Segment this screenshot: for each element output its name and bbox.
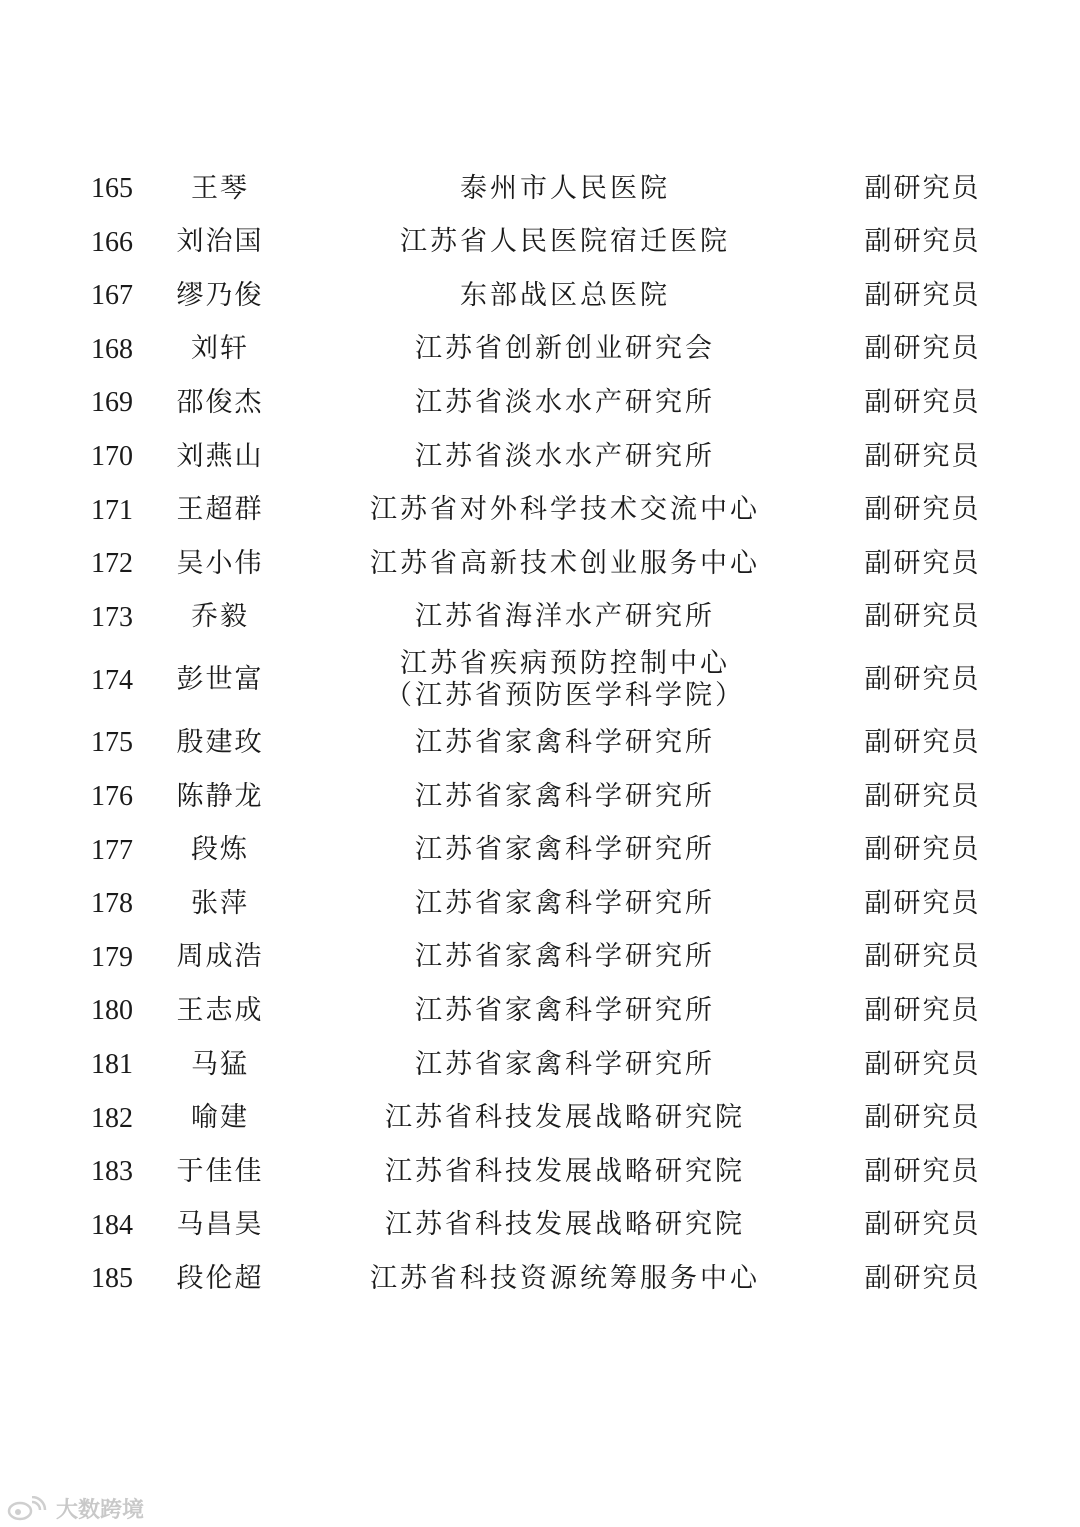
- row-number: 172: [91, 548, 133, 580]
- organization-line: 江苏省科技发展战略研究院: [385, 1209, 745, 1241]
- person-name: 周成浩: [176, 941, 264, 973]
- job-title: 副研究员: [864, 333, 981, 365]
- job-title: 副研究员: [864, 172, 981, 204]
- organization-line: 江苏省淡水水产研究所: [415, 386, 715, 418]
- person-name: 王超群: [176, 494, 264, 526]
- watermark-text: 大数跨境: [56, 1498, 145, 1523]
- job-title: 副研究员: [864, 1155, 981, 1187]
- organization: [335, 537, 795, 591]
- organization: [335, 376, 795, 430]
- person-name: 乔毅: [191, 601, 249, 633]
- row-number: 171: [91, 494, 133, 526]
- job-title: 副研究员: [864, 780, 981, 812]
- row-number: 182: [91, 1102, 133, 1134]
- job-title: 副研究员: [864, 440, 981, 472]
- job-title: 副研究员: [864, 726, 981, 758]
- table-row: [0, 376, 1080, 430]
- organization: [335, 1252, 795, 1306]
- person-name: 陈静龙: [176, 780, 264, 812]
- row-number: 176: [91, 780, 133, 812]
- organization: [335, 1199, 795, 1253]
- organization-line: 江苏省家禽科学研究所: [415, 1048, 715, 1080]
- organization: [335, 269, 795, 323]
- organization-line: 江苏省创新创业研究会: [415, 333, 715, 365]
- row-number: 184: [91, 1209, 133, 1241]
- person-name: 段伦超: [176, 1262, 264, 1294]
- person-name: 吴小伟: [176, 547, 264, 579]
- person-name: 马昌昊: [176, 1209, 264, 1241]
- person-name: 邵俊杰: [176, 386, 264, 418]
- table-row: [0, 1252, 1080, 1306]
- job-title: 副研究员: [864, 664, 981, 696]
- organization-line: 江苏省家禽科学研究所: [415, 834, 715, 866]
- job-title: 副研究员: [864, 1262, 981, 1294]
- table-row: [0, 716, 1080, 770]
- organization-line: 江苏省家禽科学研究所: [415, 941, 715, 973]
- person-name: 王志成: [176, 994, 264, 1026]
- organization-line: 江苏省科技发展战略研究院: [385, 1155, 745, 1187]
- organization-line: 江苏省科技发展战略研究院: [385, 1102, 745, 1134]
- table-row: [0, 1199, 1080, 1253]
- organization: [335, 1038, 795, 1092]
- row-number: 178: [91, 888, 133, 920]
- job-title: 副研究员: [864, 994, 981, 1026]
- row-number: 180: [91, 995, 133, 1027]
- person-name: 刘治国: [176, 226, 264, 258]
- row-number: 174: [91, 664, 133, 696]
- person-name: 彭世富: [176, 664, 264, 696]
- person-name: 张萍: [191, 887, 249, 919]
- organization-line: 江苏省家禽科学研究所: [415, 994, 715, 1026]
- table-row: [0, 984, 1080, 1038]
- organization: [335, 716, 795, 770]
- organization: [335, 1092, 795, 1146]
- table-row: [0, 537, 1080, 591]
- job-title: 副研究员: [864, 834, 981, 866]
- table-row: [0, 1092, 1080, 1146]
- row-number: 183: [91, 1156, 133, 1188]
- table-row: [0, 269, 1080, 323]
- organization-line: （江苏省预防医学科学院）: [385, 680, 745, 712]
- row-number: 177: [91, 834, 133, 866]
- personnel-list: [0, 162, 1080, 1306]
- row-number: 168: [91, 333, 133, 365]
- person-name: 喻建: [191, 1102, 249, 1134]
- job-title: 副研究员: [864, 887, 981, 919]
- row-number: 169: [91, 387, 133, 419]
- organization: [335, 770, 795, 824]
- row-number: 167: [91, 280, 133, 312]
- table-row: [0, 770, 1080, 824]
- table-row: [0, 931, 1080, 985]
- organization-line: 江苏省家禽科学研究所: [415, 887, 715, 919]
- organization-line: 江苏省科技资源统筹服务中心: [370, 1262, 760, 1294]
- table-row: [0, 591, 1080, 645]
- organization: [335, 216, 795, 270]
- job-title: 副研究员: [864, 226, 981, 258]
- organization: [335, 984, 795, 1038]
- job-title: 副研究员: [864, 494, 981, 526]
- organization: [335, 591, 795, 645]
- table-row: [0, 877, 1080, 931]
- organization-line: 江苏省海洋水产研究所: [415, 601, 715, 633]
- person-name: 段炼: [191, 834, 249, 866]
- job-title: 副研究员: [864, 547, 981, 579]
- organization-line: 东部战区总医院: [460, 279, 670, 311]
- job-title: 副研究员: [864, 1209, 981, 1241]
- organization-line: 泰州市人民医院: [460, 172, 670, 204]
- organization: [335, 323, 795, 377]
- person-name: 于佳佳: [176, 1155, 264, 1187]
- organization-line: 江苏省人民医院宿迁医院: [400, 226, 730, 258]
- organization: [335, 430, 795, 484]
- organization: [335, 931, 795, 985]
- job-title: 副研究员: [864, 279, 981, 311]
- row-number: 166: [91, 226, 133, 258]
- organization-line: 江苏省对外科学技术交流中心: [370, 494, 760, 526]
- row-number: 173: [91, 601, 133, 633]
- table-row: [0, 323, 1080, 377]
- job-title: 副研究员: [864, 1102, 981, 1134]
- organization: [335, 877, 795, 931]
- organization: [335, 484, 795, 538]
- organization: [335, 162, 795, 216]
- row-number: 170: [91, 440, 133, 472]
- person-name: 马猛: [191, 1048, 249, 1080]
- organization-line: 江苏省疾病预防控制中心: [400, 647, 730, 679]
- organization-line: 江苏省家禽科学研究所: [415, 780, 715, 812]
- watermark: [6, 1493, 144, 1524]
- organization: [335, 824, 795, 878]
- organization-line: 江苏省淡水水产研究所: [415, 440, 715, 472]
- table-row: [0, 644, 1080, 716]
- table-row: [0, 1145, 1080, 1199]
- job-title: 副研究员: [864, 941, 981, 973]
- row-number: 175: [91, 727, 133, 759]
- organization: [335, 644, 795, 716]
- row-number: 185: [91, 1263, 133, 1295]
- table-row: [0, 1038, 1080, 1092]
- person-name: 王琴: [191, 172, 249, 204]
- table-row: [0, 162, 1080, 216]
- person-name: 刘燕山: [176, 440, 264, 472]
- row-number: 165: [91, 173, 133, 204]
- row-number: 181: [91, 1048, 133, 1080]
- table-row: [0, 430, 1080, 484]
- organization-line: 江苏省家禽科学研究所: [415, 726, 715, 758]
- person-name: 刘轩: [191, 333, 249, 365]
- table-row: [0, 484, 1080, 538]
- job-title: 副研究员: [864, 601, 981, 633]
- table-row: [0, 824, 1080, 878]
- organization-line: 江苏省高新技术创业服务中心: [370, 547, 760, 579]
- row-number: 179: [91, 941, 133, 973]
- table-row: [0, 216, 1080, 270]
- organization: [335, 1145, 795, 1199]
- job-title: 副研究员: [864, 1048, 981, 1080]
- person-name: 殷建玫: [176, 726, 264, 758]
- person-name: 缪乃俊: [176, 279, 264, 311]
- weibo-logo-icon: [6, 1496, 52, 1522]
- job-title: 副研究员: [864, 386, 981, 418]
